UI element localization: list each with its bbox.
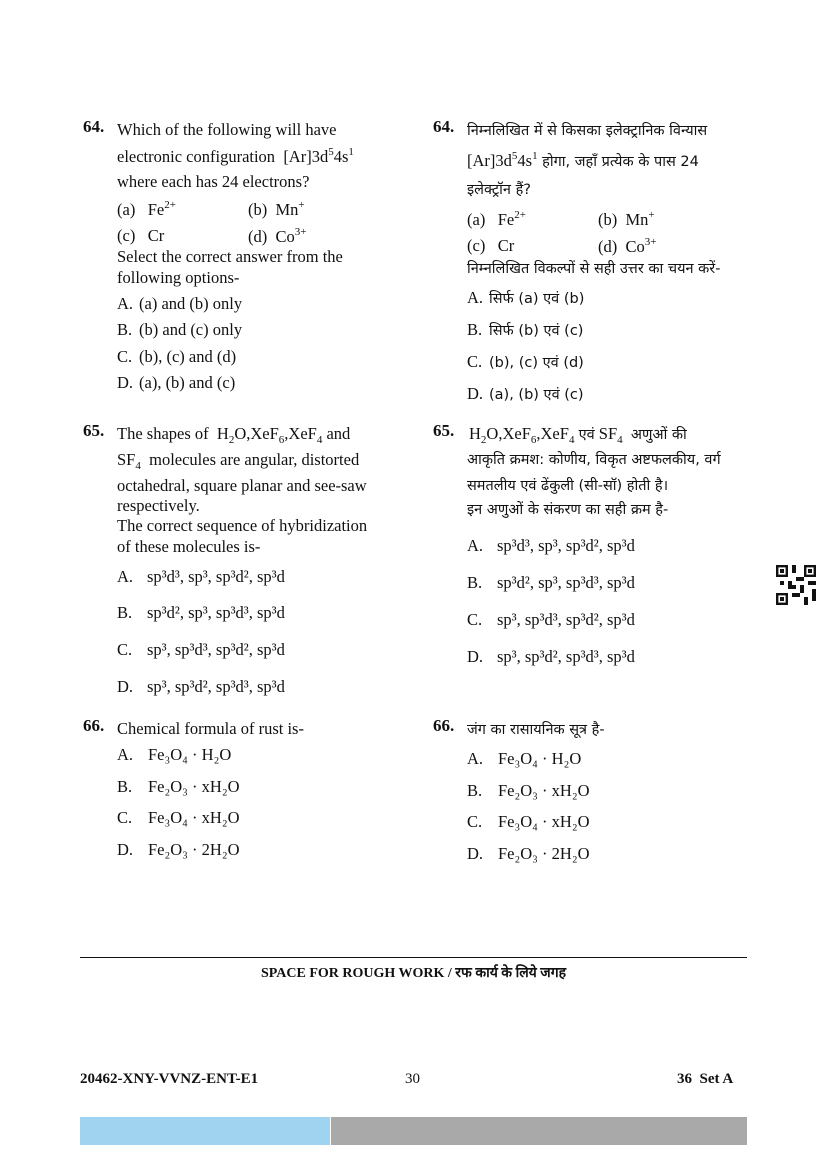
- q64-answer-a-en[interactable]: A. (a) and (b) only: [117, 294, 243, 313]
- q65-text-en-2: $SF_4$ molecules are angular, distorted: [117, 450, 360, 472]
- q64-text-hi-2: $[Ar]3d^54s^1$ होगा, जहाँ प्रत्येक के पास 24: [467, 150, 699, 170]
- q65-option-a-hi[interactable]: A. sp³d³, sp³, sp³d², sp³d: [467, 536, 635, 555]
- q64-option-c-en: (c) Cr: [117, 226, 165, 245]
- q66-number-hi: 66.: [433, 716, 455, 735]
- q66-option-c-hi[interactable]: C. Fe₃O₄ · xH₂O: [467, 812, 590, 831]
- q66-number-en: 66.: [83, 716, 105, 735]
- q64-answer-b-en[interactable]: B. (b) and (c) only: [117, 320, 243, 339]
- q64-select-hi: निम्नलिखित विकल्पों से सही उत्तर का चयन करें-: [467, 261, 721, 277]
- q64-select-en-2: following options-: [117, 268, 240, 287]
- q64-answer-c-hi[interactable]: C. (b), (c) एवं (d): [467, 352, 584, 371]
- q64-text-en-2: electronic configuration $[Ar]3d^54s^1$: [117, 146, 354, 166]
- footer-code: 20462-XNY-VVNZ-ENT-E1: [80, 1071, 259, 1087]
- q65-option-c-hi[interactable]: C. sp³, sp³d³, sp³d², sp³d: [467, 610, 635, 629]
- q66-text-hi: जंग का रासायनिक सूत्र है-: [467, 722, 605, 738]
- q64-option-b-en: (b) Mn+: [248, 199, 305, 219]
- q65-text-en-6: of these molecules is-: [117, 537, 261, 556]
- q65-option-b-hi[interactable]: B. sp³d², sp³, sp³d³, sp³d: [467, 573, 635, 592]
- q64-answer-d-en[interactable]: D. (a), (b) and (c): [117, 373, 236, 392]
- q65-text-hi-3: समतलीय एवं ढेंकुली (सी-सॉ) होती है।: [467, 478, 669, 494]
- q66-option-d-en[interactable]: D. Fe₂O₃ · 2H₂O: [117, 840, 240, 859]
- q64-answer-c-en[interactable]: C. (b), (c) and (d): [117, 347, 237, 366]
- q65-text-en-3: octahedral, square planar and see-saw: [117, 476, 367, 495]
- q65-number-hi: 65.: [433, 421, 455, 440]
- q64-number-hi: 64.: [433, 117, 455, 136]
- q65-text-en-5: The correct sequence of hybridization: [117, 516, 368, 535]
- rough-work-divider: [80, 957, 747, 958]
- q64-option-a-hi: (a) $Fe^{2+}$: [467, 209, 526, 229]
- q64-text-hi-3: इलेक्ट्रॉन हैं?: [467, 182, 531, 198]
- q66-option-c-en[interactable]: C. Fe₃O₄ · xH₂O: [117, 808, 240, 827]
- q66-option-b-en[interactable]: B. Fe₂O₃ · xH₂O: [117, 777, 240, 796]
- q65-option-d-hi[interactable]: D. sp³, sp³d², sp³d³, sp³d: [467, 647, 635, 666]
- q64-option-b-hi: (b) Mn+: [598, 209, 655, 229]
- q65-option-a-en[interactable]: A. sp³d³, sp³, sp³d², sp³d: [117, 567, 285, 586]
- q65-text-hi-1: $H_2O,XeF_6,XeF_4$ एवं $SF_4$ अणुओं की: [469, 424, 687, 446]
- rough-work-label: SPACE FOR ROUGH WORK / रफ कार्य के लिये जगह: [260, 966, 567, 981]
- footer-bar-gray: [331, 1117, 747, 1145]
- q64-select-en-1: Select the correct answer from the: [117, 247, 343, 266]
- q64-option-d-en: (d) $Co^{3+}$: [248, 226, 307, 246]
- q64-option-c-hi: (c) Cr: [467, 236, 515, 255]
- q64-answer-d-hi[interactable]: D. (a), (b) एवं (c): [467, 384, 584, 403]
- q64-text-en-1: Which of the following will have: [117, 120, 337, 139]
- q66-option-a-en[interactable]: A. Fe₃O₄ · H₂O: [117, 745, 232, 764]
- q65-option-d-en[interactable]: D. sp³, sp³d², sp³d³, sp³d: [117, 677, 285, 696]
- q65-option-b-en[interactable]: B. sp³d², sp³, sp³d³, sp³d: [117, 603, 285, 622]
- q64-answer-b-hi[interactable]: B. सिर्फ (b) एवं (c): [467, 320, 584, 339]
- q65-text-hi-4: इन अणुओं के संकरण का सही क्रम है-: [467, 502, 669, 518]
- q64-number-en: 64.: [83, 117, 105, 136]
- q66-option-a-hi[interactable]: A. Fe₃O₄ · H₂O: [467, 749, 582, 768]
- qr-code-icon: [776, 565, 816, 605]
- q66-option-d-hi[interactable]: D. Fe₂O₃ · 2H₂O: [467, 844, 590, 863]
- q64-text-en-3: where each has 24 electrons?: [117, 172, 310, 191]
- page-number: 30: [405, 1071, 420, 1087]
- q66-text-en: Chemical formula of rust is-: [117, 719, 304, 738]
- footer-bar-blue: [80, 1117, 330, 1145]
- q64-option-a-en: (a) $Fe^{2+}$: [117, 199, 176, 219]
- q65-text-en-1: The shapes of $H_2O,XeF_6,XeF_4$ and: [117, 424, 351, 446]
- q65-option-c-en[interactable]: C. sp³, sp³d³, sp³d², sp³d: [117, 640, 285, 659]
- footer-set: 36 Set A: [677, 1071, 734, 1087]
- q65-text-hi-2: आकृति क्रमश: कोणीय, विकृत अष्टफलकीय, वर्ग: [467, 452, 721, 468]
- q65-number-en: 65.: [83, 421, 105, 440]
- q66-option-b-hi[interactable]: B. Fe₂O₃ · xH₂O: [467, 781, 590, 800]
- q65-text-en-4: respectively.: [117, 496, 200, 515]
- q64-answer-a-hi[interactable]: A. सिर्फ (a) एवं (b): [467, 288, 585, 307]
- q64-text-hi-1: निम्नलिखित में से किसका इलेक्ट्रानिक विन्यास: [467, 123, 708, 139]
- q64-option-d-hi: (d) $Co^{3+}$: [598, 236, 657, 256]
